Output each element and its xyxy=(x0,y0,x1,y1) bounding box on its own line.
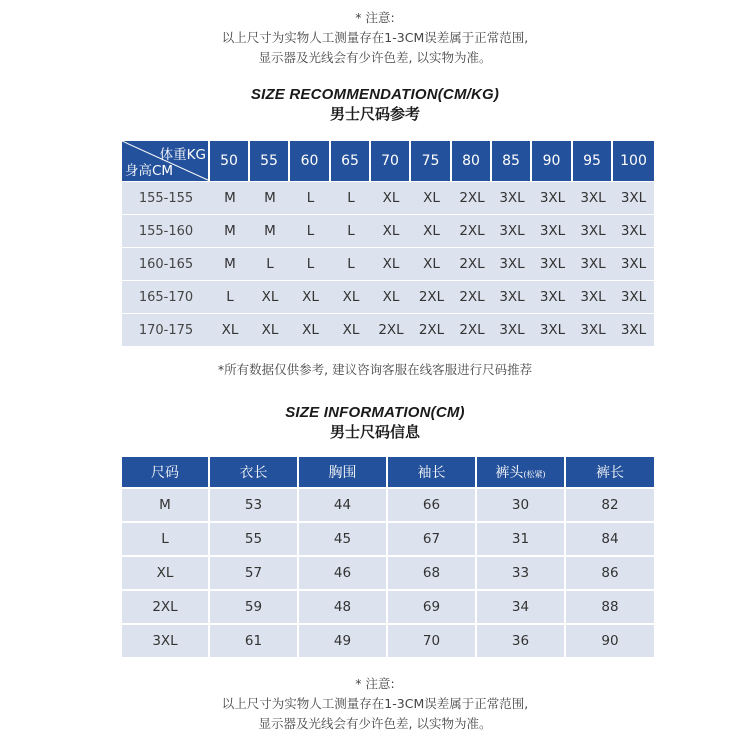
value-cell: 49 xyxy=(299,623,388,657)
value-cell: 70 xyxy=(388,623,477,657)
value-cell: 84 xyxy=(566,521,654,555)
table-row xyxy=(122,589,654,623)
header-waist-label: 裤头 xyxy=(495,465,524,481)
header-waist xyxy=(477,457,566,487)
height-range-cell: 155-155 xyxy=(122,181,210,214)
weight-header: 85 xyxy=(492,141,532,181)
weight-axis-label: 体重KG xyxy=(159,147,206,163)
size-cell: XL xyxy=(371,214,411,247)
size-cell: XL xyxy=(331,280,371,313)
size-cell: 2XL xyxy=(371,313,411,346)
size-cell: 3XL xyxy=(613,280,654,313)
size-cell: 3XL xyxy=(532,280,573,313)
size-cell: XL xyxy=(411,247,452,280)
note-title: * 注意: xyxy=(355,676,395,691)
recommendation-title-zh: 男士尺码参考 xyxy=(329,105,420,123)
size-cell: M xyxy=(210,181,250,214)
size-cell xyxy=(331,214,371,247)
note-line-1: 以上尺寸为实物人工测量存在1-3CM误差属于正常范围, xyxy=(221,30,529,45)
header-size: 尺码 xyxy=(122,457,210,487)
size-cell: 3XL xyxy=(532,247,573,280)
size-cell: L xyxy=(210,280,250,313)
size-cell: XL xyxy=(250,313,290,346)
size-cell: XL xyxy=(371,181,411,214)
value-cell: 53 xyxy=(210,487,299,521)
value-cell: 45 xyxy=(299,521,388,555)
value-cell: 66 xyxy=(388,487,477,521)
size-cell: L xyxy=(122,521,210,555)
size-cell: L xyxy=(331,247,371,280)
value-cell: 48 xyxy=(299,589,388,623)
height-range-cell: 165-170 xyxy=(122,280,210,313)
value-cell: 57 xyxy=(210,555,299,589)
size-cell: 2XL xyxy=(452,280,492,313)
weight-header: 90 xyxy=(532,141,573,181)
value-cell: 88 xyxy=(566,589,654,623)
information-heading xyxy=(0,404,750,442)
size-cell: 3XL xyxy=(573,181,613,214)
size-cell: XL xyxy=(371,247,411,280)
weight-header: 60 xyxy=(290,141,331,181)
size-cell: 3XL xyxy=(492,313,532,346)
table-row xyxy=(122,181,654,214)
information-title-zh: 男士尺码信息 xyxy=(329,423,420,441)
weight-header: 55 xyxy=(250,141,290,181)
size-cell: XL xyxy=(290,280,331,313)
value-cell: 36 xyxy=(477,623,566,657)
size-cell: M xyxy=(122,487,210,521)
information-title-en: SIZE INFORMATION(CM) xyxy=(285,404,465,421)
size-cell: 3XL xyxy=(532,214,573,247)
height-range-cell: 170-175 xyxy=(122,313,210,346)
note-line-2: 显示器及光线会有少许色差, 以实物为准。 xyxy=(258,50,492,65)
value-cell: 61 xyxy=(210,623,299,657)
table-row xyxy=(122,280,654,313)
header-waist-suffix: (松紧) xyxy=(523,470,546,479)
size-cell: XL xyxy=(122,555,210,589)
recommendation-heading xyxy=(0,86,750,124)
table-row xyxy=(122,521,654,555)
note-bottom xyxy=(0,674,750,734)
size-cell: XL xyxy=(290,313,331,346)
height-axis-label: 身高CM xyxy=(125,163,174,179)
value-cell: 34 xyxy=(477,589,566,623)
reference-note: *所有数据仅供参考, 建议咨询客服在线客服进行尺码推荐 xyxy=(217,362,533,377)
size-cell: 2XL xyxy=(411,313,452,346)
size-cell: 2XL xyxy=(452,181,492,214)
size-cell: 3XL xyxy=(613,181,654,214)
size-cell: 3XL xyxy=(532,181,573,214)
info-header-row xyxy=(122,457,654,487)
size-cell: M xyxy=(210,214,250,247)
size-cell: L xyxy=(250,247,290,280)
size-cell: 2XL xyxy=(411,280,452,313)
weight-header: 70 xyxy=(371,141,411,181)
table-row xyxy=(122,313,654,346)
table-row xyxy=(122,487,654,521)
note-line-1: 以上尺寸为实物人工测量存在1-3CM误差属于正常范围, xyxy=(221,696,529,711)
note-line-2: 显示器及光线会有少许色差, 以实物为准。 xyxy=(258,716,492,731)
table-row xyxy=(122,214,654,247)
header-chest: 胸围 xyxy=(299,457,388,487)
value-cell: 86 xyxy=(566,555,654,589)
value-cell: 82 xyxy=(566,487,654,521)
size-cell: 3XL xyxy=(492,214,532,247)
size-cell: L xyxy=(290,214,331,247)
table-row xyxy=(122,623,654,657)
value-cell: 31 xyxy=(477,521,566,555)
value-cell: 59 xyxy=(210,589,299,623)
size-cell: XL xyxy=(371,280,411,313)
size-cell: 3XL xyxy=(573,280,613,313)
size-cell: 3XL xyxy=(573,247,613,280)
note-title: * 注意: xyxy=(355,10,395,25)
value-cell: 46 xyxy=(299,555,388,589)
size-cell: M xyxy=(250,214,290,247)
weight-header: 95 xyxy=(573,141,613,181)
note-top xyxy=(0,8,750,68)
size-cell: XL xyxy=(210,313,250,346)
table-row xyxy=(122,555,654,589)
size-cell: XL xyxy=(411,214,452,247)
weight-header: 100 xyxy=(613,141,654,181)
size-cell: 3XL xyxy=(613,247,654,280)
weight-header-row xyxy=(122,141,654,181)
table-row xyxy=(122,247,654,280)
size-cell: 3XL xyxy=(492,181,532,214)
size-information-table xyxy=(122,457,654,657)
header-sleeve: 袖长 xyxy=(388,457,477,487)
size-cell: 2XL xyxy=(452,214,492,247)
height-range-cell: 160-165 xyxy=(122,247,210,280)
value-cell: 44 xyxy=(299,487,388,521)
size-cell: 2XL xyxy=(452,313,492,346)
header-length: 衣长 xyxy=(210,457,299,487)
size-cell: L xyxy=(331,181,371,214)
size-cell: 2XL xyxy=(122,589,210,623)
value-cell: 69 xyxy=(388,589,477,623)
size-cell: XL xyxy=(331,313,371,346)
size-cell: 3XL xyxy=(573,313,613,346)
size-recommendation-table xyxy=(122,141,654,346)
value-cell: 67 xyxy=(388,521,477,555)
height-range-cell: 155-160 xyxy=(122,214,210,247)
size-cell: L xyxy=(290,247,331,280)
size-value: L xyxy=(347,223,355,239)
size-cell: XL xyxy=(250,280,290,313)
size-cell: M xyxy=(210,247,250,280)
value-cell: 68 xyxy=(388,555,477,589)
size-cell: 3XL xyxy=(613,313,654,346)
value-cell: 55 xyxy=(210,521,299,555)
weight-header: 50 xyxy=(210,141,250,181)
size-cell: M xyxy=(250,181,290,214)
value-cell: 30 xyxy=(477,487,566,521)
header-pant-length: 裤长 xyxy=(566,457,654,487)
size-cell: 3XL xyxy=(122,623,210,657)
size-cell: 2XL xyxy=(452,247,492,280)
size-cell: 3XL xyxy=(532,313,573,346)
weight-header: 80 xyxy=(452,141,492,181)
weight-header: 75 xyxy=(411,141,452,181)
recommendation-title-en: SIZE RECOMMENDATION(CM/KG) xyxy=(250,86,500,103)
size-cell: 3XL xyxy=(492,247,532,280)
size-cell: 3XL xyxy=(492,280,532,313)
weight-header: 65 xyxy=(331,141,371,181)
size-cell: XL xyxy=(411,181,452,214)
value-cell: 33 xyxy=(477,555,566,589)
size-cell: L xyxy=(290,181,331,214)
size-cell: 3XL xyxy=(573,214,613,247)
corner-header-cell xyxy=(122,141,210,181)
size-cell: 3XL xyxy=(613,214,654,247)
value-cell: 90 xyxy=(566,623,654,657)
